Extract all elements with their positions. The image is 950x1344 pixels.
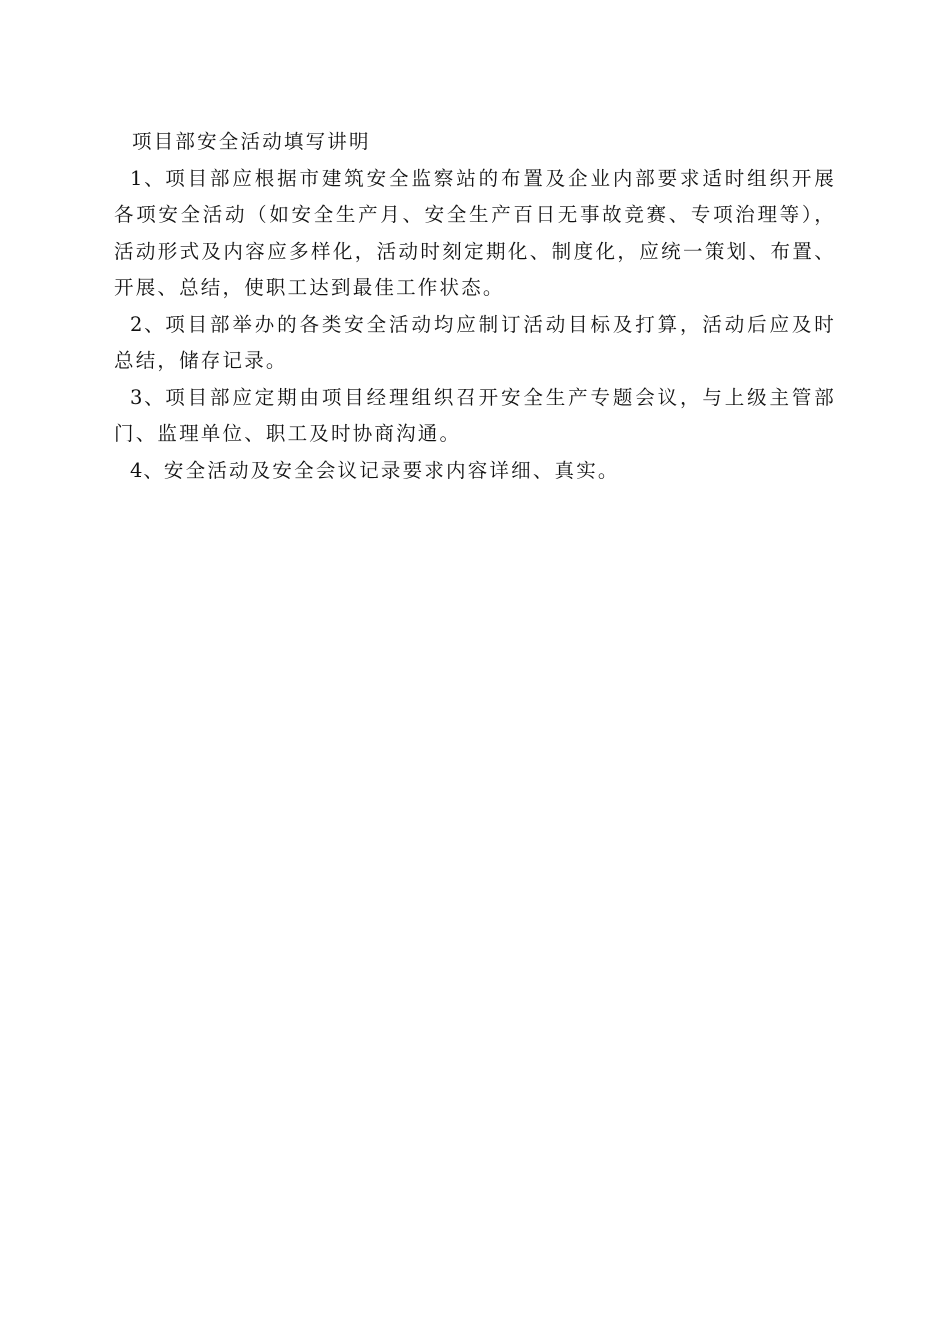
paragraph-number: 1、 — [130, 166, 166, 190]
paragraph-4 — [114, 453, 836, 490]
paragraph-2 — [114, 307, 836, 380]
paragraph-text: 项目部应定期由项目经理组织召开安全生产专题会议，与上级主管部门、监理单位、职工及时协商沟通。 — [114, 385, 836, 445]
paragraph-number: 3、 — [130, 385, 166, 409]
paragraph-number: 2、 — [130, 312, 166, 336]
paragraph-text: 项目部应根据市建筑安全监察站的布置及企业内部要求适时组织开展各项安全活动（如安全生产月、安全生产百日无事故竞赛、专项治理等），活动形式及内容应多样化，活动时刻定期化、制度化，应统一策划、布置、开展、总结，使职工达到最佳工作状态。 — [114, 166, 836, 299]
paragraph-text: 项目部举办的各类安全活动均应制订活动目标及打算，活动后应及时总结，储存记录。 — [114, 312, 836, 372]
document-body — [114, 124, 836, 489]
paragraph-1 — [114, 161, 836, 307]
document-title: 项目部安全活动填写讲明 — [132, 130, 371, 153]
paragraph-text: 安全活动及安全会议记录要求内容详细、真实。 — [163, 458, 620, 482]
paragraph-number: 4、 — [130, 458, 164, 482]
paragraph-3 — [114, 380, 836, 453]
